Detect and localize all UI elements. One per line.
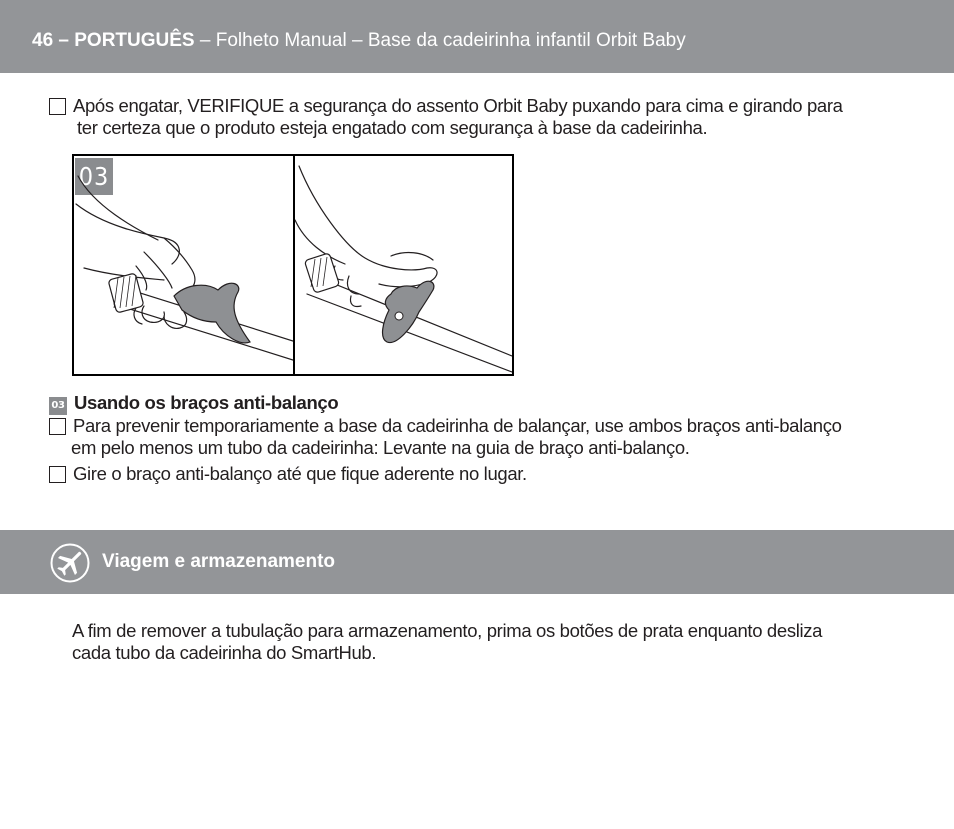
section-title: Viagem e armazenamento [102, 551, 336, 572]
step-badge: 03 [49, 397, 67, 415]
hand-engaging-arm-illustration [74, 156, 293, 374]
intro-paragraph [49, 95, 843, 139]
figure-step-label: 03 [75, 158, 113, 195]
section-body-line-1: A fim de remover a tubulação para armazenamento, prima os botões de prata enquanto desliza [72, 620, 823, 641]
checkbox[interactable] [49, 98, 66, 115]
arm-locked-illustration [295, 156, 512, 374]
step-item-2: Gire o braço anti-balanço até que fique aderente no lugar. [73, 463, 527, 484]
checkbox[interactable] [49, 418, 66, 435]
step-item-1-line-2: em pelo menos um tubo da cadeirinha: Levante na guia de braço anti-balanço. [71, 437, 690, 458]
airplane-icon [50, 543, 90, 583]
document-title: – Folheto Manual – Base da cadeirinha infantil Orbit Baby [194, 30, 686, 51]
checkbox[interactable] [49, 466, 66, 483]
step-heading: Usando os braços anti-balanço [74, 392, 339, 413]
intro-line-2: ter certeza que o produto esteja engatado com segurança à base da cadeirinha. [77, 117, 708, 138]
section-body-line-2: cada tubo da cadeirinha do SmartHub. [72, 642, 377, 663]
illustration-figure [72, 154, 514, 376]
page-header [32, 30, 686, 52]
section-body [72, 620, 822, 664]
page-label: 46 – PORTUGUÊS [32, 30, 195, 51]
intro-line-1: Após engatar, VERIFIQUE a segurança do assento Orbit Baby puxando para cima e girando para [73, 95, 843, 116]
step-item-1-line-1: Para prevenir temporariamente a base da cadeirinha de balançar, use ambos braços anti-balanço [73, 415, 842, 436]
step-heading-row [49, 392, 842, 415]
step-section [49, 392, 842, 485]
